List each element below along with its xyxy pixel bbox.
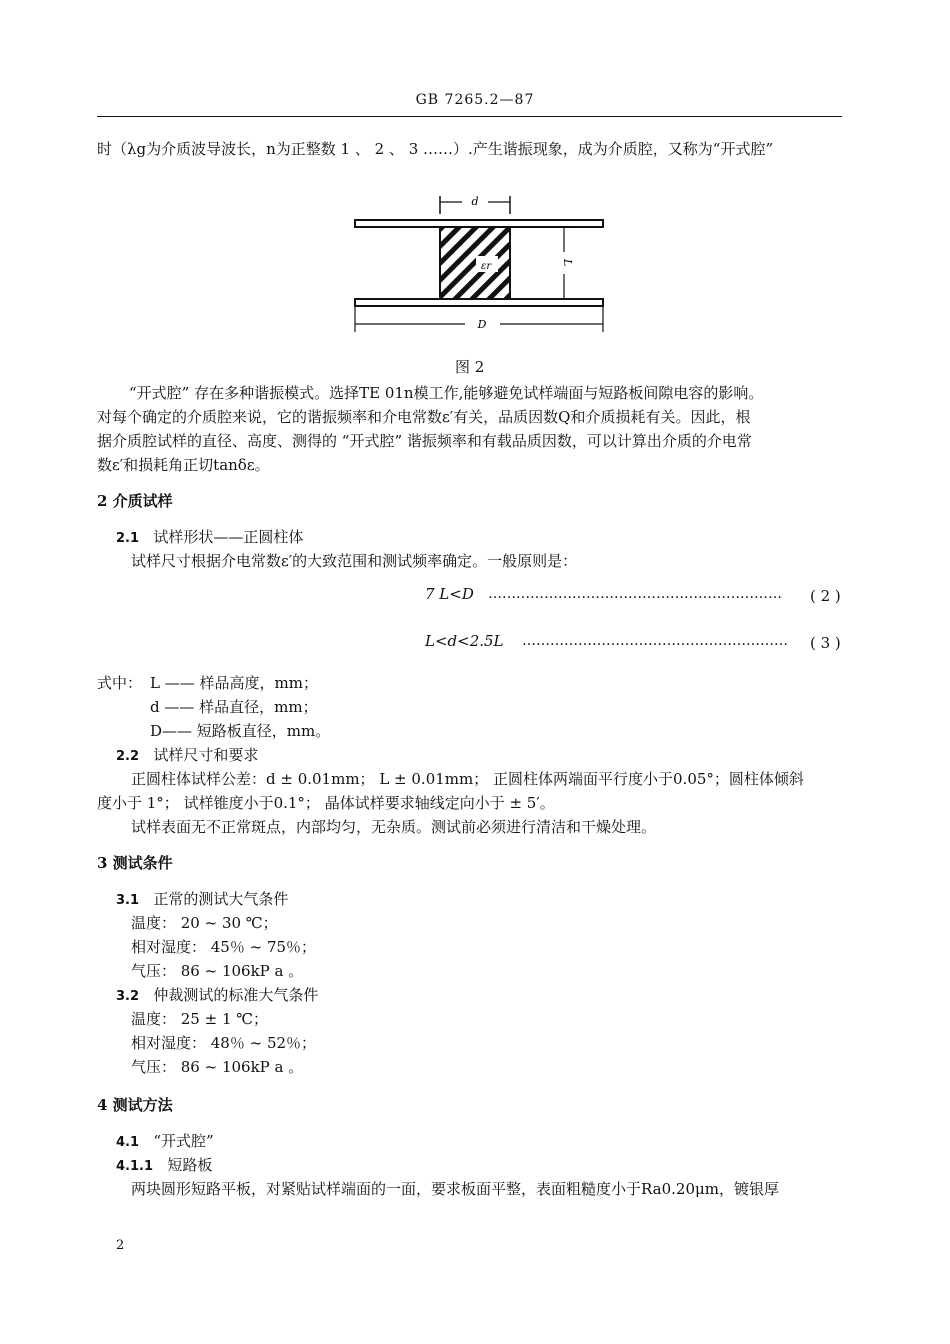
section-2-1-text: 试样尺寸根据介电常数ε′的大致范围和测试频率确定。一般原则是： [131, 552, 578, 570]
para1-line4: 数ε′和损耗角正切tanδε。 [97, 456, 270, 474]
formula-3: L<d<2.5L [425, 632, 504, 650]
section-3-2-title: 仲裁测试的标准大气条件 [153, 986, 319, 1004]
section-4-heading: 4 测试方法 [97, 1096, 173, 1114]
section-2-heading: 2 介质试样 [97, 492, 173, 510]
figure-2-diagram [340, 190, 620, 340]
section-4-1-number: 4.1 [116, 1135, 140, 1150]
section-3-1-pressure: 气压： 86 ~ 106kP a 。 [131, 962, 304, 980]
formula-2-number: ( 2 ) [810, 587, 841, 605]
where-label: 式中： [97, 674, 143, 692]
section-2-2-number: 2.2 [116, 749, 140, 764]
document-code-header: GB 7265.2—87 [415, 92, 535, 108]
formula-3-number: ( 3 ) [810, 634, 841, 652]
section-3-1-title: 正常的测试大气条件 [153, 890, 289, 908]
section-2-2-line2: 度小于 1°； 试样锥度小于0.1°； 晶体试样要求轴线定向小于 ± 5′。 [97, 794, 555, 812]
section-3-2-temperature: 温度： 25 ± 1 ℃； [131, 1010, 269, 1028]
figure-caption: 图 2 [455, 358, 485, 376]
section-2-2-line3: 试样表面无不正常斑点，内部均匀，无杂质。测试前必须进行清洁和干燥处理。 [131, 818, 657, 836]
section-4-1-title: “开式腔” [153, 1132, 214, 1150]
para1-line3: 据介质腔试样的直径、高度、测得的 “开式腔” 谐振频率和有载品质因数，可以计算出介质的介电常 [97, 432, 752, 450]
where-L: L —— 样品高度，mm； [150, 674, 318, 692]
section-2-1-number: 2.1 [116, 531, 140, 546]
para1-line2: 对每个确定的介质腔来说，它的谐振频率和介电常数ε′有关，品质因数Q和介质损耗有关。因此，根 [97, 408, 751, 426]
intro-line: 时（λg为介质波导波长，n为正整数 1 、 2 、 3 ……）.产生谐振现象，成为介质腔，又称为“开式腔” [97, 140, 774, 158]
section-3-2-pressure: 气压： 86 ~ 106kP a 。 [131, 1058, 304, 1076]
section-3-1-number: 3.1 [116, 893, 140, 908]
bottom-short-circuit-plate [355, 299, 603, 306]
section-2-1-title: 试样形状——正圆柱体 [153, 528, 304, 546]
section-2-2-line1: 正圆柱体试样公差：d ± 0.01mm； L ± 0.01mm； 正圆柱体两端面平行度小于0.05°；圆柱体倾斜 [131, 770, 804, 788]
label-D: D [477, 318, 487, 331]
section-3-heading: 3 测试条件 [97, 854, 173, 872]
section-4-1-1-text: 两块圆形短路平板，对紧贴试样端面的一面，要求板面平整，表面粗糙度小于Ra0.20μm，镀银厚 [131, 1180, 779, 1198]
formula-2-leader: ……………………………………………………… [488, 586, 782, 602]
where-D: D—— 短路板直径，mm。 [150, 722, 331, 740]
section-4-1-1-number: 4.1.1 [116, 1159, 154, 1174]
label-er: εr [481, 261, 492, 272]
dielectric-sample [440, 227, 510, 299]
page-number: 2 [116, 1238, 125, 1253]
section-2-2-title: 试样尺寸和要求 [153, 746, 259, 764]
label-L: L [561, 259, 574, 267]
section-3-2-humidity: 相对湿度： 48％ ~ 52％； [131, 1034, 317, 1052]
formula-2: 7 L<D [425, 585, 474, 603]
section-3-1-humidity: 相对湿度： 45％ ~ 75％； [131, 938, 317, 956]
label-d: d [471, 195, 479, 208]
top-short-circuit-plate [355, 220, 603, 227]
header-rule [97, 116, 842, 117]
where-d: d —— 样品直径，mm； [150, 698, 318, 716]
section-3-1-temperature: 温度： 20 ~ 30 ℃； [131, 914, 278, 932]
formula-3-leader: ………………………………………………… [522, 633, 788, 649]
section-4-1-1-title: 短路板 [167, 1156, 213, 1174]
para1-line1: “开式腔” 存在多种谐振模式。选择TE 01n模工作,能够避免试样端面与短路板间隙电容的影响。 [129, 384, 764, 402]
section-3-2-number: 3.2 [116, 989, 140, 1004]
